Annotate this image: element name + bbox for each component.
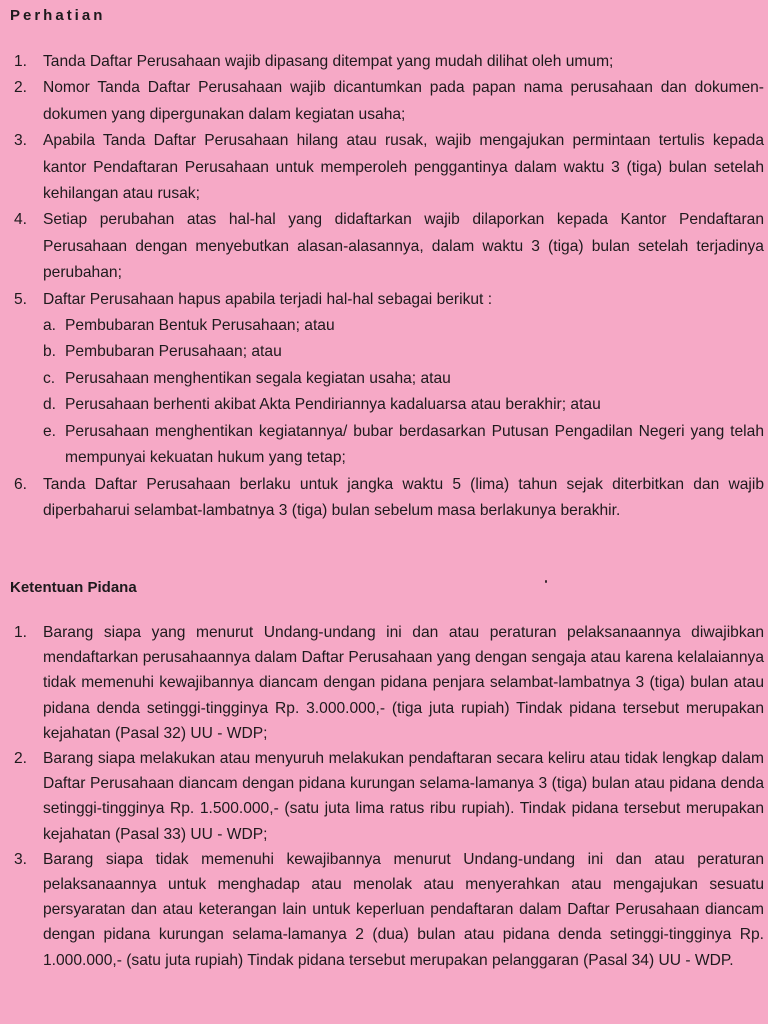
sub-item: [43, 419, 764, 472]
sub-item-letter: b.: [43, 343, 57, 361]
perhatian-list: [0, 49, 768, 524]
scan-speck: [545, 580, 547, 583]
item-text: Daftar Perusahaan hapus apabila terjadi hal-hal sebagai berikut :: [43, 290, 493, 308]
item-number: 5.: [14, 290, 28, 308]
item-text: Barang siapa yang menurut Undang-undang ini dan atau peraturan pelaksanaannya diwajibkan mendaftarkan perusahaannya dalam Daftar Perusahaan yang dengan sengaja atau karena kelalaiannya tidak memenuhi kewajibannya diancam dengan pidana penjara selambat-lambatnya 3 (tiga) bulan atau pidana denda setinggi-tingginya Rp. 3.000.000,- (tiga juta rupiah) Tindak pidana tersebut merupakan kejahatan (Pasal 32) UU - WDP;: [43, 624, 764, 742]
item-number: 4.: [14, 211, 28, 229]
sub-item-letter: d.: [43, 396, 57, 414]
item-text: Setiap perubahan atas hal-hal yang didaftarkan wajib dilaporkan kepada Kantor Pendaftaran Perusahaan dengan menyebutkan alasan-alasannya, dalam waktu 3 (tiga) bulan setelah terjadinya perubahan;: [43, 211, 764, 282]
perhatian-item: [0, 128, 768, 207]
perhatian-item: [0, 207, 768, 286]
sub-item: [43, 339, 764, 365]
item-text: Barang siapa tidak memenuhi kewajibannya menurut Undang-undang ini dan atau peraturan pelaksanaannya untuk menghadap atau menolak atau menyerahkan atau mengajukan sesuatu persyaratan dan atau keterangan lain untuk keperluan pendaftaran dalam Daftar Perusahaan diancam dengan pidana kurungan selama-lamanya 2 (dua) bulan atau pidana denda setinggi-tingginya Rp. 1.000.000,- (satu juta rupiah) Tindak pidana tersebut merupakan pelanggaran (Pasal 34) UU - WDP.: [43, 850, 764, 969]
item-text: Barang siapa melakukan atau menyuruh melakukan pendaftaran secara keliru atau tidak lengkap dalam Daftar Perusahaan diancam dengan pidana kurungan selama-lamanya 3 (tiga) bulan atau pidana denda setinggi-tingginya Rp. 1.500.000,- (satu juta lima ratus ribu rupiah). Tindak pidana tersebut merupakan kejahatan (Pasal 33) UU - WDP;: [43, 750, 764, 843]
item-text: Tanda Daftar Perusahaan wajib dipasang ditempat yang mudah dilihat oleh umum;: [43, 53, 614, 70]
item-text: Tanda Daftar Perusahaan berlaku untuk jangka waktu 5 (lima) tahun sejak diterbitkan dan wajib diperbaharui selambat-lambatnya 3 (tiga) bulan sebelum masa berlakunya berakhir.: [43, 475, 764, 519]
pidana-item: [0, 847, 768, 973]
perhatian-item: [0, 75, 768, 128]
ketentuan-pidana-list: [0, 620, 768, 973]
perhatian-sublist: [43, 313, 764, 471]
sub-item: [43, 366, 764, 392]
sub-item-text: Pembubaran Bentuk Perusahaan; atau: [65, 317, 335, 335]
pidana-item: [0, 746, 768, 847]
sub-item: [43, 392, 764, 418]
item-number: 2.: [14, 750, 28, 768]
item-number: 3.: [14, 850, 28, 868]
sub-item: [43, 313, 764, 339]
item-number: 1.: [14, 624, 28, 641]
sub-item-letter: a.: [43, 317, 57, 335]
item-text: Apabila Tanda Daftar Perusahaan hilang atau rusak, wajib mengajukan permintaan tertulis kepada kantor Pendaftaran Perusahaan untuk memperoleh penggantinya dalam waktu 3 (tiga) bulan setelah kehilangan atau rusak;: [43, 132, 764, 203]
perhatian-item: [0, 472, 768, 525]
item-number: 6.: [14, 475, 28, 493]
sub-item-letter: e.: [43, 422, 57, 440]
item-text: Nomor Tanda Daftar Perusahaan wajib dicantumkan pada papan nama perusahaan dan dokumen-dokumen yang dipergunakan dalam kegiatan usaha;: [43, 79, 764, 123]
sub-item-text: Pembubaran Perusahaan; atau: [65, 343, 282, 361]
perhatian-heading: Perhatian: [10, 7, 106, 24]
pidana-item: [0, 620, 768, 746]
sub-item-letter: c.: [43, 369, 56, 387]
sub-item-text: Perusahaan menghentikan kegiatannya/ bubar berdasarkan Putusan Pengadilan Negeri yang telah mempunyai kekuatan hukum yang tetap;: [65, 422, 764, 467]
perhatian-item: [0, 287, 768, 472]
ketentuan-pidana-heading: Ketentuan Pidana: [10, 579, 137, 596]
item-number: 3.: [14, 132, 28, 150]
sub-item-text: Perusahaan berhenti akibat Akta Pendiriannya kadaluarsa atau berakhir; atau: [65, 396, 601, 414]
perhatian-item: [0, 49, 768, 75]
item-number: 2.: [14, 79, 28, 97]
item-number: 1.: [14, 53, 28, 70]
sub-item-text: Perusahaan menghentikan segala kegiatan usaha; atau: [65, 369, 451, 387]
